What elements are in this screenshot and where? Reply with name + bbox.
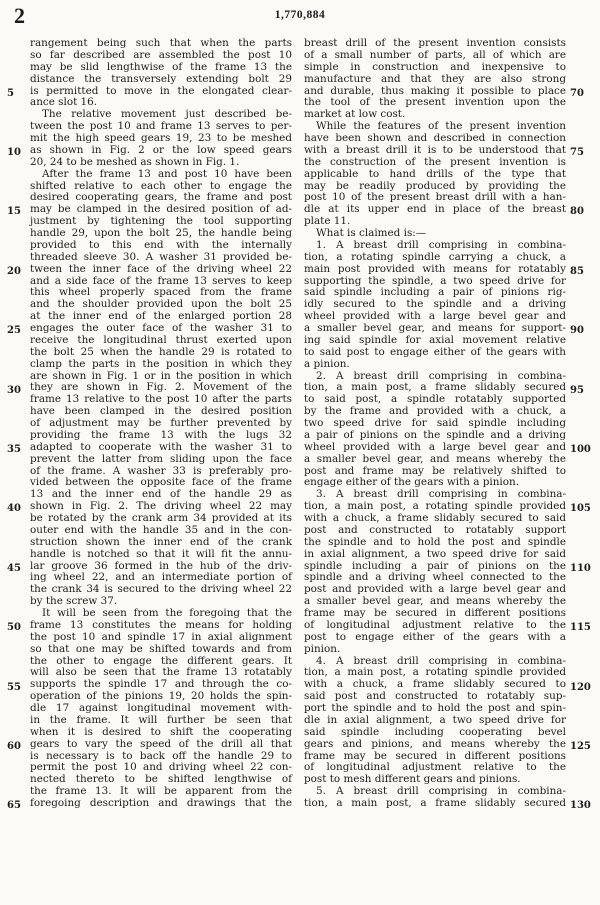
text-line: when it is desired to shift the cooperating [30, 725, 292, 738]
line-number: 125 [570, 740, 591, 752]
text-line: the spindle and to hold the post and spindle [304, 535, 566, 548]
text-line: the construction of the present invention is [304, 155, 566, 168]
text-line: tion, a main post, a frame slidably secured [304, 381, 566, 394]
line-number: 35 [7, 443, 21, 455]
text-line: receive the longitudinal thrust exerted upon [30, 333, 292, 346]
text-line: post to mesh different gears and pinions. [304, 773, 521, 786]
text-line: tween the inner face of the driving wheel 22 [30, 262, 292, 275]
text-line: foregoing description and drawings that the [30, 797, 292, 809]
text-line: may be clamped in the desired position of ad- [30, 203, 292, 216]
text-line: of adjustment may be further prevented by [30, 417, 292, 429]
text-line: 5. A breast drill comprising in combina- [316, 785, 566, 798]
line-number: 15 [7, 206, 21, 218]
line-number: 25 [7, 325, 21, 337]
text-line: market at low cost. [304, 108, 406, 121]
text-line: provided to this end with the internally [30, 238, 292, 251]
text-line: a smaller bevel gear, and means whereby the [304, 452, 566, 465]
line-number: 70 [570, 87, 584, 99]
text-line: with a chuck, a frame slidably secured to said [304, 512, 566, 524]
text-line: 2. A breast drill comprising in combina- [316, 369, 566, 382]
line-number: 115 [570, 622, 591, 634]
text-line: tween the post 10 and frame 13 serves to per- [30, 120, 292, 133]
text-line: manufacture and that they are also strong [304, 72, 566, 85]
text-line: simple in construction and inexpensive to [304, 60, 566, 73]
line-number: 105 [570, 503, 591, 515]
line-number: 90 [570, 325, 584, 337]
text-line: said spindle including cooperating bevel [304, 725, 566, 738]
text-line: and durable, thus making it possible to place [304, 84, 566, 97]
text-line: main post provided with means for rotatably [304, 262, 566, 275]
text-line: permit the post 10 and driving wheel 22 con- [30, 761, 292, 774]
text-line: vided between the opposite face of the frame [30, 476, 292, 489]
text-line: clamp the parts in the position in which they [30, 357, 292, 370]
text-line: to said post to engage either of the gears with [304, 345, 566, 358]
text-line: mit the high speed gears 19, 23 to be meshed [30, 132, 292, 144]
text-line: gears and pinions, and means whereby the [304, 737, 566, 750]
text-line: outer end with the handle 35 and in the con- [30, 523, 292, 536]
line-number: 50 [7, 622, 21, 634]
text-line: 20, 24 to be meshed as shown in Fig. 1. [30, 155, 240, 168]
text-line: operation of the pinions 19, 20 holds the spin- [30, 690, 292, 703]
text-line: idly secured to the spindle and a driving [304, 298, 566, 311]
page-number: 2 [14, 3, 25, 28]
text-line: applicable to hand drills of the type that [304, 167, 566, 180]
line-number: 65 [7, 800, 21, 812]
text-line: wheel provided with a large bevel gear and [304, 310, 566, 323]
text-line: this wheel properly spaced from the frame [30, 286, 292, 299]
text-line: as shown in Fig. 2 or the low speed gears [30, 143, 292, 156]
line-number: 130 [570, 800, 591, 812]
text-line: with a breast drill it is to be understood that [304, 143, 566, 156]
text-line: spindle and a driving wheel connected to the [304, 571, 566, 584]
text-line: are shown in Fig. 1 or in the position in which [30, 369, 292, 382]
text-line: handle is notched so that it will fit the annu- [30, 547, 292, 560]
text-line: a pair of pinions on the spindle and a driving [304, 428, 566, 441]
text-line: dle at its upper end in place of the breast [304, 203, 566, 216]
text-line: two speed drive for said spindle including [304, 417, 566, 429]
text-line: shown in Fig. 2. The driving wheel 22 may [30, 500, 292, 513]
text-line: handle 29, upon the bolt 25, the handle being [30, 227, 292, 239]
text-line: pinion. [304, 642, 341, 655]
line-number: 30 [7, 384, 21, 396]
line-number: 55 [7, 681, 21, 693]
text-line: shifted relative to each other to engage the [30, 179, 292, 192]
text-line: lar groove 36 formed in the hub of the driv- [30, 559, 292, 572]
text-line: 4. A breast drill comprising in combina- [316, 654, 566, 667]
text-line: the post 10 and spindle 17 in axial alignment [30, 630, 292, 643]
text-line: tion, a main post, a frame slidably secured [304, 797, 566, 809]
text-line: dle in axial alignment, a two speed drive for [304, 713, 566, 726]
text-line: a smaller bevel gear, and means whereby the [304, 595, 566, 608]
text-line: plate 11. [304, 215, 351, 228]
text-line: post to engage either of the gears with a [304, 630, 566, 643]
line-number: 100 [570, 443, 591, 455]
text-line: distance the transversely extending bolt 29 [30, 72, 292, 85]
line-number: 75 [570, 146, 584, 158]
line-number: 40 [7, 503, 21, 515]
text-line: threaded sleeve 30. A washer 31 provided be- [30, 250, 292, 263]
text-line: a pinion. [304, 357, 350, 370]
text-line: and a side face of the frame 13 serves to keep [30, 274, 292, 287]
line-number: 45 [7, 562, 21, 574]
text-line: so far described are assembled the post 10 [30, 48, 292, 61]
text-line: in axial alignment, a two speed drive for said [304, 547, 566, 560]
text-line: justment by tightening the tool supporting [30, 215, 292, 228]
patent-number: 1,770,884 [274, 9, 326, 21]
text-line: said post and constructed to rotatably sup- [304, 690, 566, 703]
text-line: engage either of the gears with a pinion. [304, 476, 519, 489]
text-line: tion, a main post, a rotating spindle provided [304, 666, 566, 679]
text-line: tion, a main post, a rotating spindle provided [304, 500, 566, 513]
text-line: the crank 34 is secured to the driving wheel 22 [30, 583, 292, 596]
text-line: rangement being such that when the parts [30, 37, 292, 49]
text-line: by the frame and provided with a chuck, a [304, 405, 566, 418]
text-line: so that one may be shifted towards and from [30, 642, 292, 655]
text-line: frame 13 relative to the post 10 after the parts [30, 393, 292, 406]
text-line: engages the outer face of the washer 31 to [30, 322, 292, 334]
text-line: the other to engage the different gears. It [30, 654, 292, 667]
text-line: the frame 13. It will be apparent from the [30, 785, 292, 798]
text-line: the tool of the present invention upon the [304, 96, 566, 109]
line-number: 5 [7, 87, 14, 99]
line-number: 85 [570, 265, 584, 277]
text-line: nected thereto to be shifted lengthwise of [30, 773, 292, 786]
text-line: struction shown the inner end of the crank [30, 535, 292, 548]
text-line: is permitted to move in the elongated clear- [30, 84, 292, 97]
text-line: breast drill of the present invention consists [304, 37, 566, 49]
text-line: supports the spindle 17 and through the co- [30, 678, 292, 691]
text-line: providing the frame 13 with the lugs 32 [30, 428, 292, 441]
text-line: prevent the latter from sliding upon the face [30, 452, 292, 465]
text-line: What is claimed is:— [316, 227, 427, 239]
text-line: 1. A breast drill comprising in combina- [316, 238, 566, 251]
text-line: dle 17 against longitudinal movement with- [30, 702, 292, 714]
line-number: 60 [7, 740, 21, 752]
text-line: said spindle including a pair of pinions rig- [304, 286, 566, 299]
text-line: will also be seen that the frame 13 rotatably [30, 666, 292, 679]
text-line: frame 13 constitutes the means for holding [30, 618, 292, 631]
right-column [304, 38, 566, 810]
text-line: have been shown and described in connection [304, 132, 566, 144]
text-line: 13 and the inner end of the handle 29 as [30, 488, 292, 501]
text-line: After the frame 13 and post 10 have been [42, 167, 292, 180]
text-line: at the inner end of the enlarged portion 28 [30, 310, 292, 323]
text-line: the bolt 25 when the handle 29 is rotated to [30, 345, 292, 358]
text-line: have been clamped in the desired position [30, 405, 292, 418]
text-line: to said post, a spindle rotatably supported [304, 393, 566, 406]
text-line: spindle including a pair of pinions on the [304, 559, 566, 572]
text-line: tion, a rotating spindle carrying a chuck, a [304, 250, 566, 263]
text-line: with a chuck, a frame slidably secured to [304, 678, 566, 691]
text-line: 3. A breast drill comprising in combina- [316, 488, 566, 501]
text-line: The relative movement just described be- [42, 108, 292, 121]
line-number: 120 [570, 681, 591, 693]
text-line: may be slid lengthwise of the frame 13 the [30, 60, 292, 73]
text-line: wheel provided with a large bevel gear and [304, 440, 566, 453]
text-line: a smaller bevel gear, and means for support- [304, 322, 566, 334]
text-line: gears to vary the speed of the drill all that [30, 737, 292, 750]
text-line: ing said spindle for axial movement relative [304, 333, 566, 346]
text-line: by the screw 37. [30, 595, 118, 608]
text-line: ing wheel 22, and an intermediate portion of [30, 571, 292, 584]
text-line: is necessary is to back off the handle 29 to [30, 749, 292, 762]
text-line: be rotated by the crank arm 34 provided at its [30, 512, 292, 524]
line-number: 10 [7, 146, 21, 158]
text-line: ance slot 16. [30, 96, 98, 109]
text-line: adapted to cooperate with the washer 31 to [30, 440, 292, 453]
text-line: desired cooperating gears, the frame and post [30, 191, 292, 204]
text-line: post and frame may be relatively shifted to [304, 464, 566, 477]
text-line: may be readily produced by providing the [304, 179, 566, 192]
text-line: of longitudinal adjustment relative to the [304, 761, 566, 774]
text-line: post 10 of the present breast drill with a han- [304, 191, 566, 204]
line-number: 80 [570, 206, 584, 218]
text-line: and the shoulder provided upon the bolt 25 [30, 298, 292, 311]
text-line: frame may be secured in different positions [304, 749, 566, 762]
text-line: frame may be secured in different positions [304, 607, 566, 619]
line-number: 110 [570, 562, 591, 574]
text-line: post and constructed to rotatably support [304, 523, 566, 536]
text-line: in the frame. It will further be seen that [30, 713, 292, 726]
text-line: port the spindle and to hold the post and spin- [304, 702, 566, 714]
text-line: of the frame. A washer 33 is preferably pro- [30, 464, 292, 477]
left-column [30, 38, 292, 810]
text-line: of a small number of parts, all of which are [304, 48, 566, 61]
line-number: 95 [570, 384, 584, 396]
text-line: post and provided with a large bevel gear and [304, 583, 566, 596]
text-line: supporting the spindle, a two speed drive for [304, 274, 566, 287]
text-line: they are shown in Fig. 2. Movement of the [30, 381, 292, 394]
text-line: While the features of the present invention [316, 120, 566, 133]
text-line: of longitudinal adjustment relative to the [304, 618, 566, 631]
text-line: It will be seen from the foregoing that the [42, 607, 292, 619]
line-number: 20 [7, 265, 21, 277]
